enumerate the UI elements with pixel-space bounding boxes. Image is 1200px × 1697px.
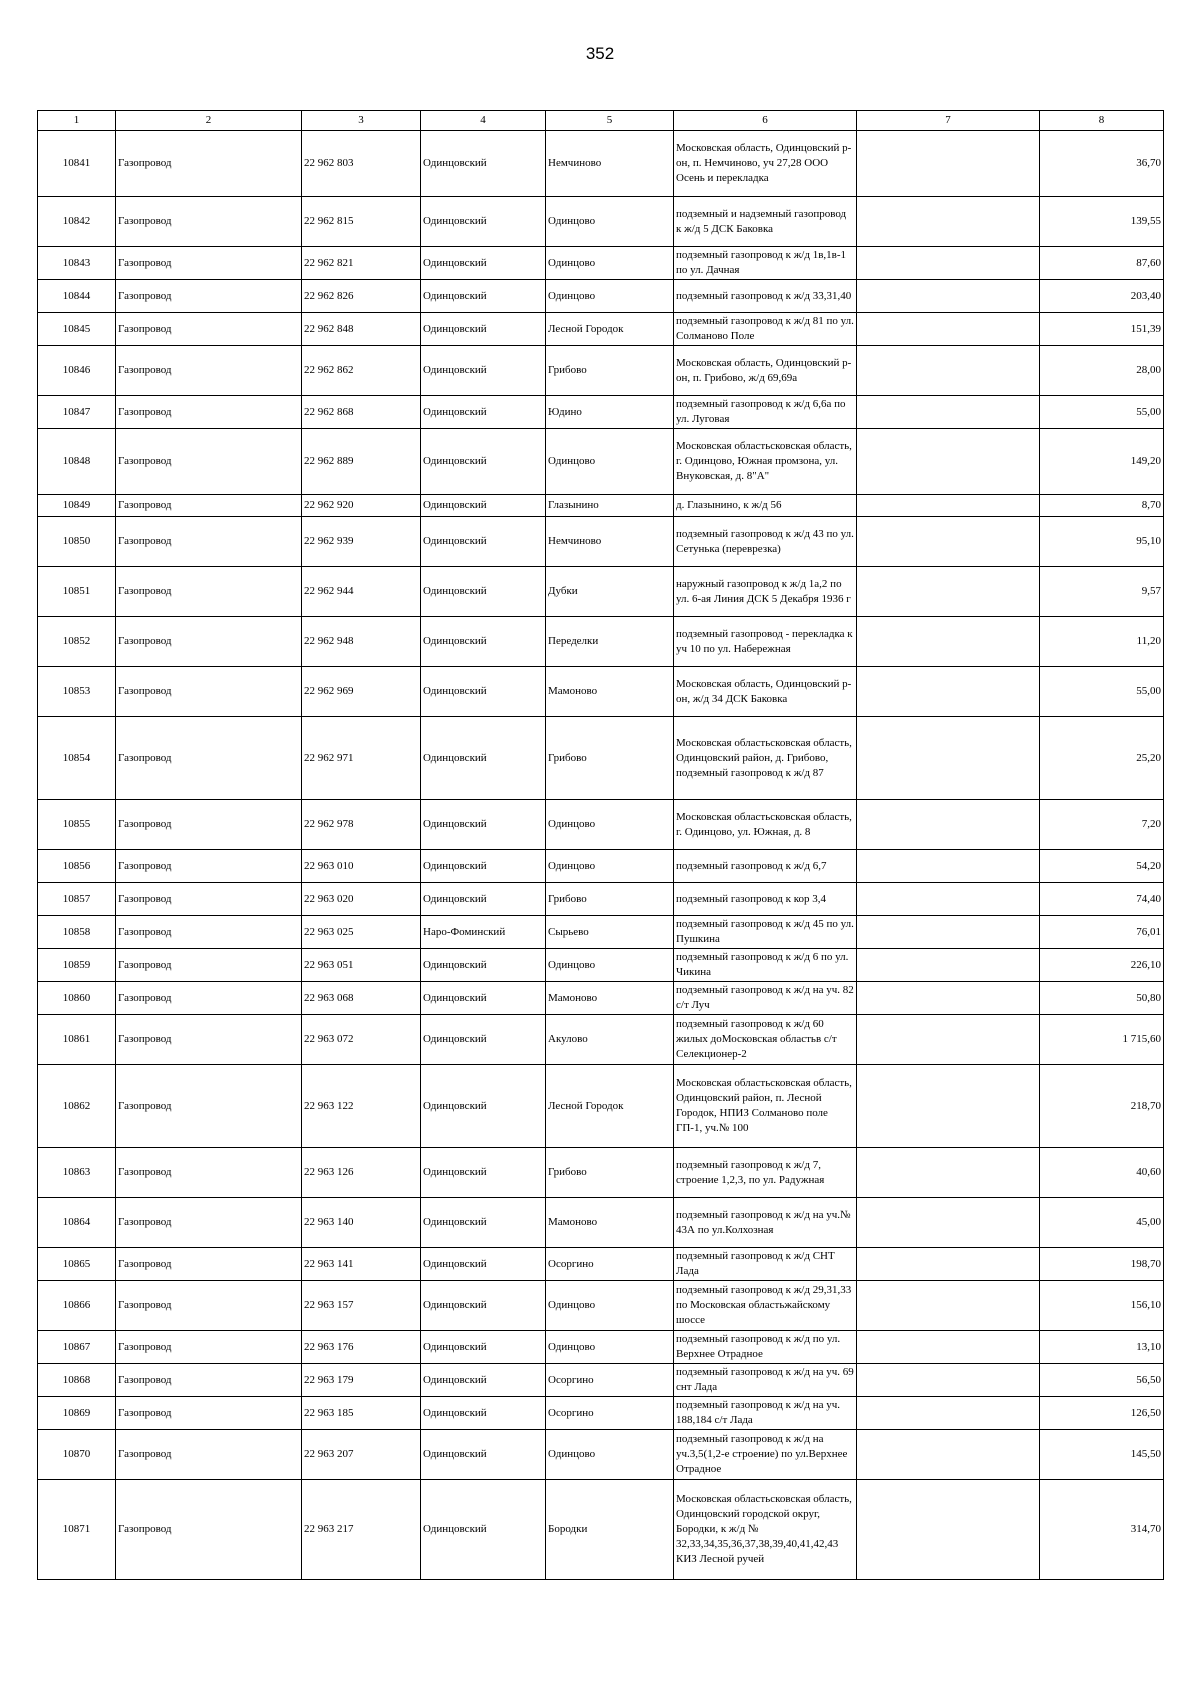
locality-cell: Дубки [546,567,674,617]
description-cell: подземный газопровод к ж/д 29,31,33 по Московская областьжайскому шоссе [674,1281,857,1331]
column-number-header-row [38,111,1164,131]
district-cell: Одинцовский [421,429,546,495]
column-7-cell [857,916,1040,949]
row-number-cell: 10863 [38,1148,116,1198]
object-type-cell: Газопровод [116,800,302,850]
description-cell: подземный и надземный газопровод к ж/д 5 ДСК Баковка [674,197,857,247]
row-number-cell: 10870 [38,1430,116,1480]
column-7-cell [857,1397,1040,1430]
locality-cell: Грибово [546,1148,674,1198]
value-cell: 28,00 [1040,346,1164,396]
district-cell: Одинцовский [421,313,546,346]
object-type-cell: Газопровод [116,1281,302,1331]
row-number-cell: 10842 [38,197,116,247]
value-cell: 8,70 [1040,495,1164,517]
district-cell: Одинцовский [421,1015,546,1065]
object-code-cell: 22 962 969 [302,667,421,717]
description-cell: подземный газопровод к ж/д на уч. 188,184 с/т Лада [674,1397,857,1430]
table-row [38,1397,1164,1430]
locality-cell: Грибово [546,883,674,916]
locality-cell: Лесной Городок [546,1065,674,1148]
description-cell: подземный газопровод к ж/д 60 жилых доМосковская областьв с/т Селекционер-2 [674,1015,857,1065]
description-cell: подземный газопровод к ж/д 6 по ул. Чикина [674,949,857,982]
object-type-cell: Газопровод [116,850,302,883]
row-number-cell: 10846 [38,346,116,396]
object-type-cell: Газопровод [116,1331,302,1364]
object-type-cell: Газопровод [116,982,302,1015]
district-cell: Одинцовский [421,1364,546,1397]
table-row [38,717,1164,800]
column-7-cell [857,396,1040,429]
object-code-cell: 22 963 072 [302,1015,421,1065]
object-code-cell: 22 962 939 [302,517,421,567]
district-cell: Одинцовский [421,495,546,517]
column-header: 5 [546,111,674,131]
row-number-cell: 10849 [38,495,116,517]
district-cell: Одинцовский [421,1430,546,1480]
table-row [38,982,1164,1015]
description-cell: Московская областьсковская область, Одинцовский городской округ, Бородки, к ж/д № 32,33,34,35,36,37,38,39,40,41,42,43 КИЗ Лесной ручей [674,1480,857,1580]
object-type-cell: Газопровод [116,1364,302,1397]
object-code-cell: 22 962 862 [302,346,421,396]
registry-table [37,110,1164,1580]
district-cell: Одинцовский [421,567,546,617]
row-number-cell: 10843 [38,247,116,280]
locality-cell: Осоргино [546,1397,674,1430]
description-cell: Московская область, Одинцовский р-он, п. Немчиново, уч 27,28 ООО Осень и перекладка [674,131,857,197]
object-code-cell: 22 963 176 [302,1331,421,1364]
table-row [38,617,1164,667]
object-code-cell: 22 963 025 [302,916,421,949]
value-cell: 314,70 [1040,1480,1164,1580]
page-number: 352 [585,44,615,63]
object-type-cell: Газопровод [116,495,302,517]
district-cell: Одинцовский [421,1198,546,1248]
row-number-cell: 10850 [38,517,116,567]
district-cell: Одинцовский [421,1331,546,1364]
district-cell: Одинцовский [421,517,546,567]
row-number-cell: 10864 [38,1198,116,1248]
object-code-cell: 22 962 971 [302,717,421,800]
district-cell: Одинцовский [421,617,546,667]
locality-cell: Мамоново [546,982,674,1015]
object-code-cell: 22 963 020 [302,883,421,916]
description-cell: подземный газопровод к ж/д на уч.№ 43А по ул.Колхозная [674,1198,857,1248]
description-cell: Московская областьсковская область, Одинцовский район, п. Лесной Городок, НПИЗ Солманово поле ГП-1, уч.№ 100 [674,1065,857,1148]
description-cell: Московская область, Одинцовский р-он, ж/д 34 ДСК Баковка [674,667,857,717]
district-cell: Одинцовский [421,883,546,916]
locality-cell: Немчиново [546,131,674,197]
object-code-cell: 22 963 207 [302,1430,421,1480]
description-cell: подземный газопровод к ж/д по ул. Верхнее Отрадное [674,1331,857,1364]
object-type-cell: Газопровод [116,667,302,717]
column-7-cell [857,567,1040,617]
description-cell: подземный газопровод к ж/д 6,6а по ул. Луговая [674,396,857,429]
row-number-cell: 10855 [38,800,116,850]
object-type-cell: Газопровод [116,131,302,197]
column-7-cell [857,313,1040,346]
district-cell: Одинцовский [421,1148,546,1198]
table-row [38,1065,1164,1148]
column-7-cell [857,1480,1040,1580]
locality-cell: Одинцово [546,247,674,280]
column-7-cell [857,883,1040,916]
table-row [38,247,1164,280]
table-row [38,280,1164,313]
description-cell: подземный газопровод - перекладка к уч 10 по ул. Набережная [674,617,857,667]
column-header: 6 [674,111,857,131]
district-cell: Одинцовский [421,850,546,883]
column-header: 4 [421,111,546,131]
object-code-cell: 22 962 821 [302,247,421,280]
object-type-cell: Газопровод [116,1248,302,1281]
object-code-cell: 22 963 217 [302,1480,421,1580]
locality-cell: Одинцово [546,800,674,850]
value-cell: 74,40 [1040,883,1164,916]
description-cell: наружный газопровод к ж/д 1а,2 по ул. 6-ая Линия ДСК 5 Декабря 1936 г [674,567,857,617]
object-code-cell: 22 963 068 [302,982,421,1015]
value-cell: 76,01 [1040,916,1164,949]
object-code-cell: 22 962 978 [302,800,421,850]
locality-cell: Одинцово [546,280,674,313]
district-cell: Одинцовский [421,982,546,1015]
value-cell: 145,50 [1040,1430,1164,1480]
description-cell: д. Глазынино, к ж/д 56 [674,495,857,517]
object-type-cell: Газопровод [116,1065,302,1148]
object-type-cell: Газопровод [116,949,302,982]
column-7-cell [857,517,1040,567]
description-cell: Московская областьсковская область, г. Одинцово, Южная промзона, ул. Внуковская, д. 8"А" [674,429,857,495]
column-header: 2 [116,111,302,131]
value-cell: 156,10 [1040,1281,1164,1331]
object-code-cell: 22 962 920 [302,495,421,517]
column-7-cell [857,1364,1040,1397]
locality-cell: Грибово [546,717,674,800]
table-row [38,495,1164,517]
object-code-cell: 22 963 179 [302,1364,421,1397]
column-7-cell [857,1015,1040,1065]
value-cell: 25,20 [1040,717,1164,800]
value-cell: 50,80 [1040,982,1164,1015]
district-cell: Наро-Фоминский [421,916,546,949]
district-cell: Одинцовский [421,1248,546,1281]
column-header: 1 [38,111,116,131]
district-cell: Одинцовский [421,396,546,429]
locality-cell: Одинцово [546,949,674,982]
value-cell: 1 715,60 [1040,1015,1164,1065]
column-7-cell [857,667,1040,717]
locality-cell: Мамоново [546,1198,674,1248]
value-cell: 55,00 [1040,396,1164,429]
column-7-cell [857,131,1040,197]
locality-cell: Лесной Городок [546,313,674,346]
column-7-cell [857,1281,1040,1331]
locality-cell: Одинцово [546,429,674,495]
object-type-cell: Газопровод [116,883,302,916]
value-cell: 55,00 [1040,667,1164,717]
table-row [38,131,1164,197]
row-number-cell: 10861 [38,1015,116,1065]
table-row [38,1364,1164,1397]
description-cell: подземный газопровод к ж/д на уч. 82 с/т Луч [674,982,857,1015]
locality-cell: Глазынино [546,495,674,517]
object-type-cell: Газопровод [116,313,302,346]
column-7-cell [857,1331,1040,1364]
description-cell: подземный газопровод к ж/д на уч.3,5(1,2-е строение) по ул.Верхнее Отрадное [674,1430,857,1480]
row-number-cell: 10857 [38,883,116,916]
object-code-cell: 22 963 140 [302,1198,421,1248]
object-type-cell: Газопровод [116,429,302,495]
value-cell: 7,20 [1040,800,1164,850]
table-row [38,396,1164,429]
description-cell: подземный газопровод к ж/д 1в,1в-1 по ул. Дачная [674,247,857,280]
object-code-cell: 22 963 010 [302,850,421,883]
object-code-cell: 22 963 185 [302,1397,421,1430]
column-7-cell [857,1065,1040,1148]
object-code-cell: 22 962 868 [302,396,421,429]
object-type-cell: Газопровод [116,396,302,429]
row-number-cell: 10859 [38,949,116,982]
row-number-cell: 10854 [38,717,116,800]
row-number-cell: 10862 [38,1065,116,1148]
object-type-cell: Газопровод [116,617,302,667]
locality-cell: Осоргино [546,1248,674,1281]
row-number-cell: 10865 [38,1248,116,1281]
value-cell: 13,10 [1040,1331,1164,1364]
table-row [38,346,1164,396]
value-cell: 56,50 [1040,1364,1164,1397]
row-number-cell: 10867 [38,1331,116,1364]
locality-cell: Одинцово [546,1430,674,1480]
column-7-cell [857,247,1040,280]
table-row [38,1015,1164,1065]
column-7-cell [857,1148,1040,1198]
district-cell: Одинцовский [421,1397,546,1430]
description-cell: Московская областьсковская область, Одинцовский район, д. Грибово, подземный газопровод к ж/д 87 [674,717,857,800]
locality-cell: Немчиново [546,517,674,567]
district-cell: Одинцовский [421,800,546,850]
description-cell: подземный газопровод к ж/д СНТ Лада [674,1248,857,1281]
object-type-cell: Газопровод [116,1015,302,1065]
object-type-cell: Газопровод [116,1198,302,1248]
district-cell: Одинцовский [421,131,546,197]
column-7-cell [857,346,1040,396]
column-7-cell [857,717,1040,800]
district-cell: Одинцовский [421,667,546,717]
value-cell: 126,50 [1040,1397,1164,1430]
value-cell: 54,20 [1040,850,1164,883]
table-row [38,429,1164,495]
object-code-cell: 22 962 815 [302,197,421,247]
description-cell: подземный газопровод к ж/д 6,7 [674,850,857,883]
table-row [38,567,1164,617]
district-cell: Одинцовский [421,1065,546,1148]
row-number-cell: 10860 [38,982,116,1015]
column-7-cell [857,949,1040,982]
column-7-cell [857,617,1040,667]
object-type-cell: Газопровод [116,517,302,567]
value-cell: 226,10 [1040,949,1164,982]
column-7-cell [857,1198,1040,1248]
locality-cell: Акулово [546,1015,674,1065]
table-row [38,1331,1164,1364]
column-7-cell [857,850,1040,883]
value-cell: 198,70 [1040,1248,1164,1281]
object-code-cell: 22 963 157 [302,1281,421,1331]
value-cell: 95,10 [1040,517,1164,567]
district-cell: Одинцовский [421,949,546,982]
row-number-cell: 10847 [38,396,116,429]
object-type-cell: Газопровод [116,1397,302,1430]
object-type-cell: Газопровод [116,247,302,280]
table-row [38,1281,1164,1331]
value-cell: 139,55 [1040,197,1164,247]
district-cell: Одинцовский [421,346,546,396]
object-type-cell: Газопровод [116,1148,302,1198]
object-type-cell: Газопровод [116,1480,302,1580]
description-cell: подземный газопровод к кор 3,4 [674,883,857,916]
row-number-cell: 10866 [38,1281,116,1331]
value-cell: 11,20 [1040,617,1164,667]
column-header: 3 [302,111,421,131]
value-cell: 40,60 [1040,1148,1164,1198]
district-cell: Одинцовский [421,1281,546,1331]
table-row [38,800,1164,850]
row-number-cell: 10851 [38,567,116,617]
description-cell: подземный газопровод к ж/д 43 по ул. Сетунька (переврезка) [674,517,857,567]
description-cell: подземный газопровод к ж/д 45 по ул. Пушкина [674,916,857,949]
locality-cell: Одинцово [546,1331,674,1364]
locality-cell: Сырьево [546,916,674,949]
object-type-cell: Газопровод [116,717,302,800]
row-number-cell: 10853 [38,667,116,717]
locality-cell: Одинцово [546,1281,674,1331]
object-code-cell: 22 963 126 [302,1148,421,1198]
description-cell: подземный газопровод к ж/д 7, строение 1,2,3, по ул. Радужная [674,1148,857,1198]
column-header: 8 [1040,111,1164,131]
district-cell: Одинцовский [421,717,546,800]
description-cell: подземный газопровод к ж/д на уч. 69 снт Лада [674,1364,857,1397]
object-code-cell: 22 963 141 [302,1248,421,1281]
district-cell: Одинцовский [421,197,546,247]
description-cell: Московская областьсковская область, г. Одинцово, ул. Южная, д. 8 [674,800,857,850]
row-number-cell: 10848 [38,429,116,495]
locality-cell: Переделки [546,617,674,667]
object-code-cell: 22 962 944 [302,567,421,617]
column-7-cell [857,1430,1040,1480]
row-number-cell: 10871 [38,1480,116,1580]
table-row [38,916,1164,949]
value-cell: 151,39 [1040,313,1164,346]
locality-cell: Грибово [546,346,674,396]
locality-cell: Одинцово [546,850,674,883]
table-row [38,850,1164,883]
column-7-cell [857,1248,1040,1281]
row-number-cell: 10852 [38,617,116,667]
locality-cell: Бородки [546,1480,674,1580]
row-number-cell: 10845 [38,313,116,346]
object-code-cell: 22 962 889 [302,429,421,495]
column-header: 7 [857,111,1040,131]
column-7-cell [857,495,1040,517]
object-code-cell: 22 963 051 [302,949,421,982]
table-row [38,517,1164,567]
row-number-cell: 10858 [38,916,116,949]
object-code-cell: 22 962 848 [302,313,421,346]
object-type-cell: Газопровод [116,280,302,313]
table-row [38,1148,1164,1198]
object-type-cell: Газопровод [116,1430,302,1480]
description-cell: подземный газопровод к ж/д 33,31,40 [674,280,857,313]
table-row [38,197,1164,247]
description-cell: Московская область, Одинцовский р-он, п. Грибово, ж/д 69,69а [674,346,857,396]
object-type-cell: Газопровод [116,567,302,617]
row-number-cell: 10841 [38,131,116,197]
table-row [38,667,1164,717]
column-7-cell [857,197,1040,247]
object-type-cell: Газопровод [116,346,302,396]
table-row [38,883,1164,916]
row-number-cell: 10856 [38,850,116,883]
value-cell: 87,60 [1040,247,1164,280]
table-row [38,1480,1164,1580]
column-7-cell [857,982,1040,1015]
district-cell: Одинцовский [421,247,546,280]
table-row [38,313,1164,346]
column-7-cell [857,429,1040,495]
object-code-cell: 22 962 826 [302,280,421,313]
object-type-cell: Газопровод [116,916,302,949]
locality-cell: Юдино [546,396,674,429]
district-cell: Одинцовский [421,1480,546,1580]
value-cell: 45,00 [1040,1198,1164,1248]
object-type-cell: Газопровод [116,197,302,247]
object-code-cell: 22 962 803 [302,131,421,197]
table-row [38,1198,1164,1248]
value-cell: 9,57 [1040,567,1164,617]
row-number-cell: 10869 [38,1397,116,1430]
description-cell: подземный газопровод к ж/д 81 по ул. Солманово Поле [674,313,857,346]
column-7-cell [857,280,1040,313]
locality-cell: Мамоново [546,667,674,717]
value-cell: 203,40 [1040,280,1164,313]
value-cell: 36,70 [1040,131,1164,197]
value-cell: 218,70 [1040,1065,1164,1148]
district-cell: Одинцовский [421,280,546,313]
locality-cell: Осоргино [546,1364,674,1397]
object-code-cell: 22 963 122 [302,1065,421,1148]
locality-cell: Одинцово [546,197,674,247]
row-number-cell: 10844 [38,280,116,313]
table-row [38,949,1164,982]
object-code-cell: 22 962 948 [302,617,421,667]
column-7-cell [857,800,1040,850]
value-cell: 149,20 [1040,429,1164,495]
registry-body [38,131,1164,1580]
row-number-cell: 10868 [38,1364,116,1397]
table-row [38,1430,1164,1480]
table-row [38,1248,1164,1281]
